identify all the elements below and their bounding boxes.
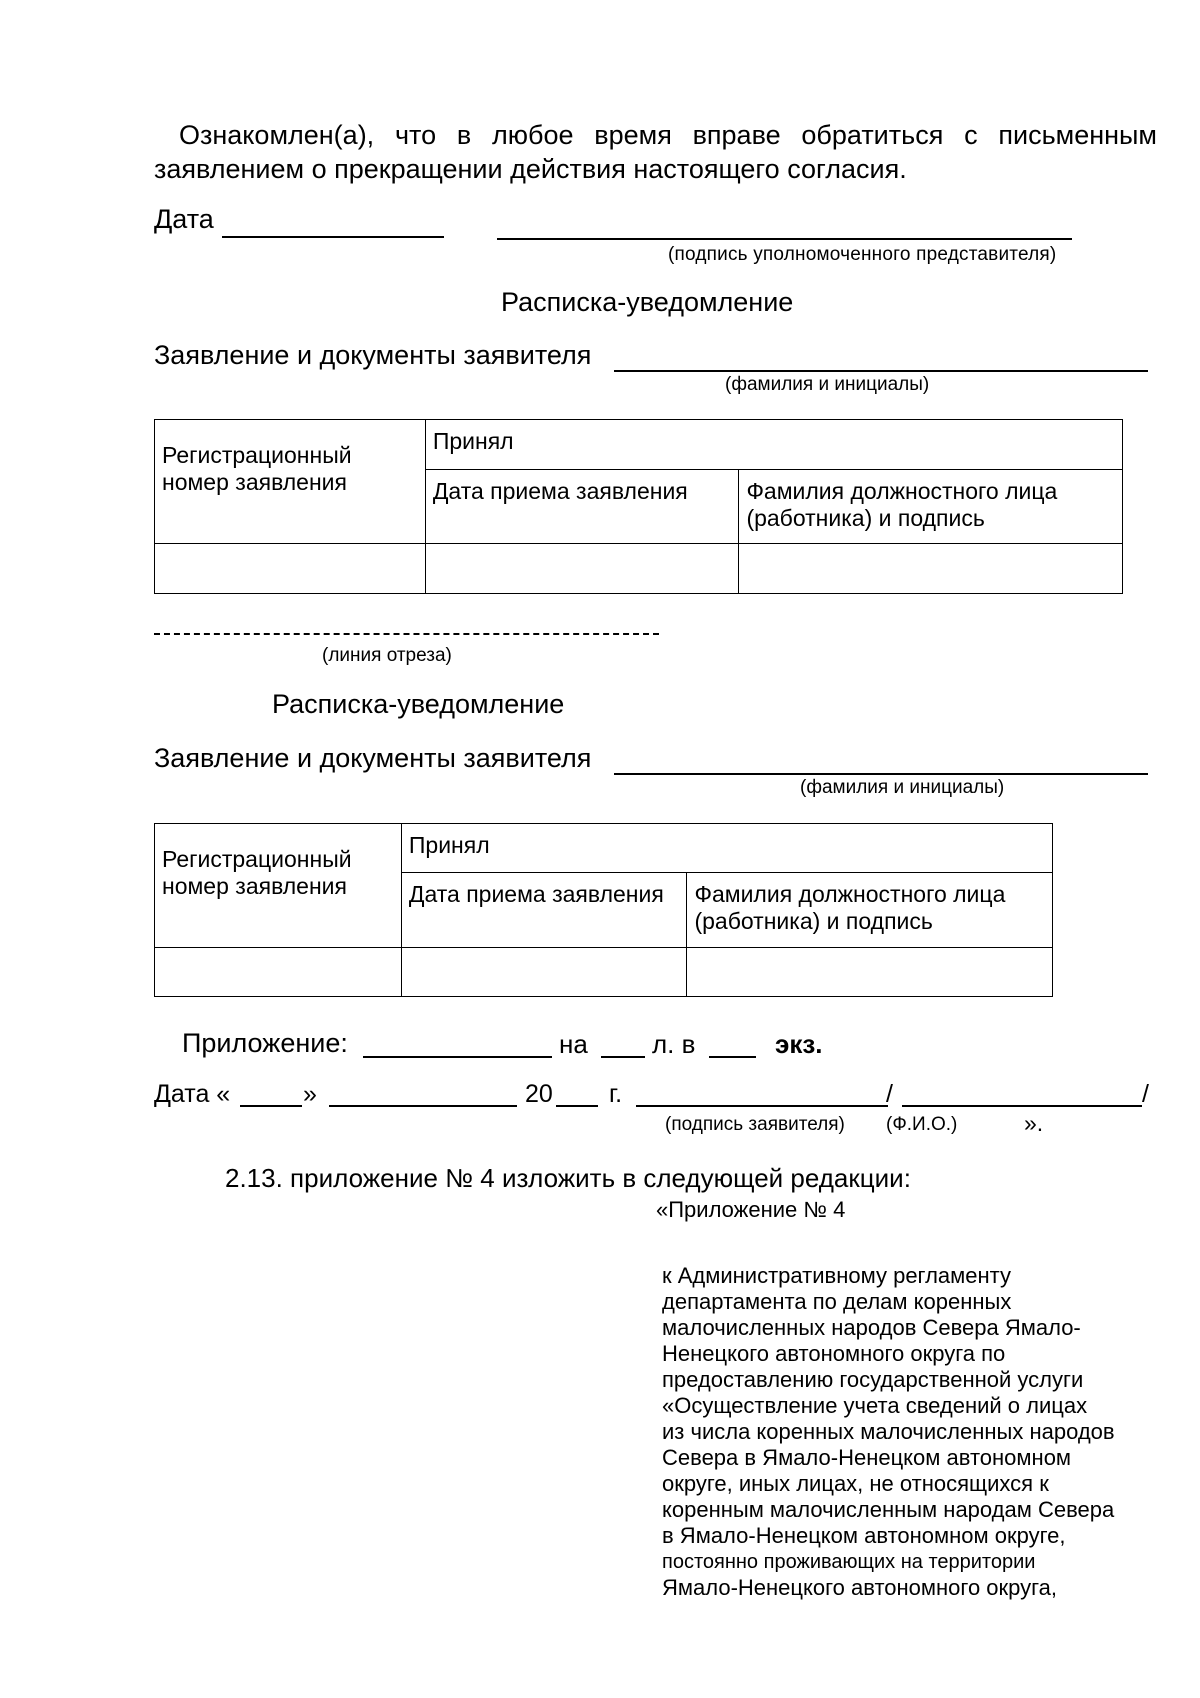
reglament-line: в Ямало-Ненецком автономном округе, (662, 1523, 1066, 1548)
date-received-cell[interactable] (425, 544, 739, 594)
applicant-fio-field[interactable] (902, 1105, 1142, 1107)
attachment-label: Приложение: (182, 1028, 348, 1058)
applicant-signature-caption: (подпись заявителя) (665, 1114, 845, 1135)
reglament-line: постоянно проживающих на территории (662, 1551, 1036, 1573)
reglament-line: Ямало-Ненецкого автономного округа, (662, 1575, 1058, 1600)
receipt-2-name-caption: (фамилия и инициалы) (800, 777, 1005, 798)
receipt-2-title: Расписка-уведомление (272, 689, 565, 719)
sig-day-field[interactable] (240, 1105, 302, 1107)
receipt-1-table (154, 419, 1123, 594)
reglament-line: округе, иных лицах, не относящихся к (662, 1471, 1049, 1496)
date-received-cell[interactable] (401, 948, 687, 997)
applicant-signature-field[interactable] (636, 1105, 888, 1107)
receipt-1-applicant-field[interactable] (614, 370, 1148, 372)
sheets-field[interactable] (601, 1056, 645, 1058)
cut-line-caption: (линия отреза) (322, 645, 452, 666)
section-heading: 2.13. приложение № 4 изложить в следующей редакции: (225, 1163, 911, 1193)
receipt-2-applicant-label: Заявление и документы заявителя (154, 743, 592, 773)
date-received-header: Дата приема заявления (425, 470, 739, 544)
rep-signature-field[interactable] (497, 238, 1072, 240)
receipt-2-table (154, 823, 1053, 997)
reglament-line: к Административному регламенту (662, 1263, 1012, 1288)
official-header: Фамилия должностного лица (работника) и подпись (687, 873, 1053, 948)
appendix-title: «Приложение № 4 (656, 1197, 846, 1222)
reglament-line: предоставлению государственной услуги (662, 1367, 1084, 1392)
official-cell[interactable] (687, 948, 1053, 997)
reglament-line: из числа коренных малочисленных народов (662, 1419, 1115, 1444)
receipt-1-title: Расписка-уведомление (501, 287, 794, 317)
reglament-line: «Осуществление учета сведений о лицах (662, 1393, 1088, 1418)
closing-quote: ». (1024, 1110, 1044, 1136)
reglament-line: коренным малочисленным народам Севера (662, 1497, 1115, 1522)
sig-slash-1: / (886, 1080, 893, 1108)
accepted-header: Принял (425, 420, 1122, 470)
reglament-block (662, 1263, 1172, 1601)
sig-slash-2: / (1142, 1080, 1149, 1108)
reglament-line: Севера в Ямало-Ненецком автономном (662, 1445, 1072, 1470)
reglament-line: Ненецкого автономного округа по (662, 1341, 1006, 1366)
sig-month-field[interactable] (329, 1105, 517, 1107)
sig-year: 20 (525, 1080, 553, 1108)
rep-signature-caption: (подпись уполномоченного представителя) (668, 244, 1057, 265)
consent-line-1: Ознакомлен(а), что в любое время вправе обратиться с письменным (179, 120, 1157, 150)
official-cell[interactable] (739, 544, 1123, 594)
receipt-2-applicant-field[interactable] (614, 773, 1148, 775)
consent-line-2: заявлением о прекращении действия настоящего согласия. (154, 154, 907, 184)
reg-number-header: Регистрационный номер заявления (155, 420, 426, 544)
accepted-header: Принял (401, 824, 1052, 873)
attachment-on: на (559, 1029, 588, 1059)
reg-number-cell[interactable] (155, 544, 426, 594)
attachment-field[interactable] (363, 1056, 552, 1058)
sig-year-field[interactable] (556, 1105, 598, 1107)
official-header: Фамилия должностного лица (работника) и подпись (739, 470, 1123, 544)
sig-date-open: Дата « (154, 1080, 231, 1108)
sig-date-close: » (303, 1080, 317, 1108)
reg-number-cell[interactable] (155, 948, 402, 997)
reg-number-header: Регистрационный номер заявления (155, 824, 402, 948)
consent-date-field[interactable] (222, 236, 444, 238)
reglament-line: малочисленных народов Севера Ямало- (662, 1315, 1081, 1340)
consent-date-label: Дата (154, 204, 214, 234)
attachment-copies: экз. (775, 1029, 823, 1059)
attachment-sheets: л. в (652, 1029, 696, 1059)
applicant-fio-caption: (Ф.И.О.) (886, 1114, 958, 1135)
cut-line (154, 633, 659, 635)
sig-year-suffix: г. (609, 1080, 623, 1108)
reglament-line: департамента по делам коренных (662, 1289, 1012, 1314)
date-received-header: Дата приема заявления (401, 873, 687, 948)
copies-field[interactable] (709, 1056, 756, 1058)
receipt-1-name-caption: (фамилия и инициалы) (725, 374, 930, 395)
receipt-1-applicant-label: Заявление и документы заявителя (154, 340, 592, 370)
consent-paragraph (154, 118, 1157, 186)
